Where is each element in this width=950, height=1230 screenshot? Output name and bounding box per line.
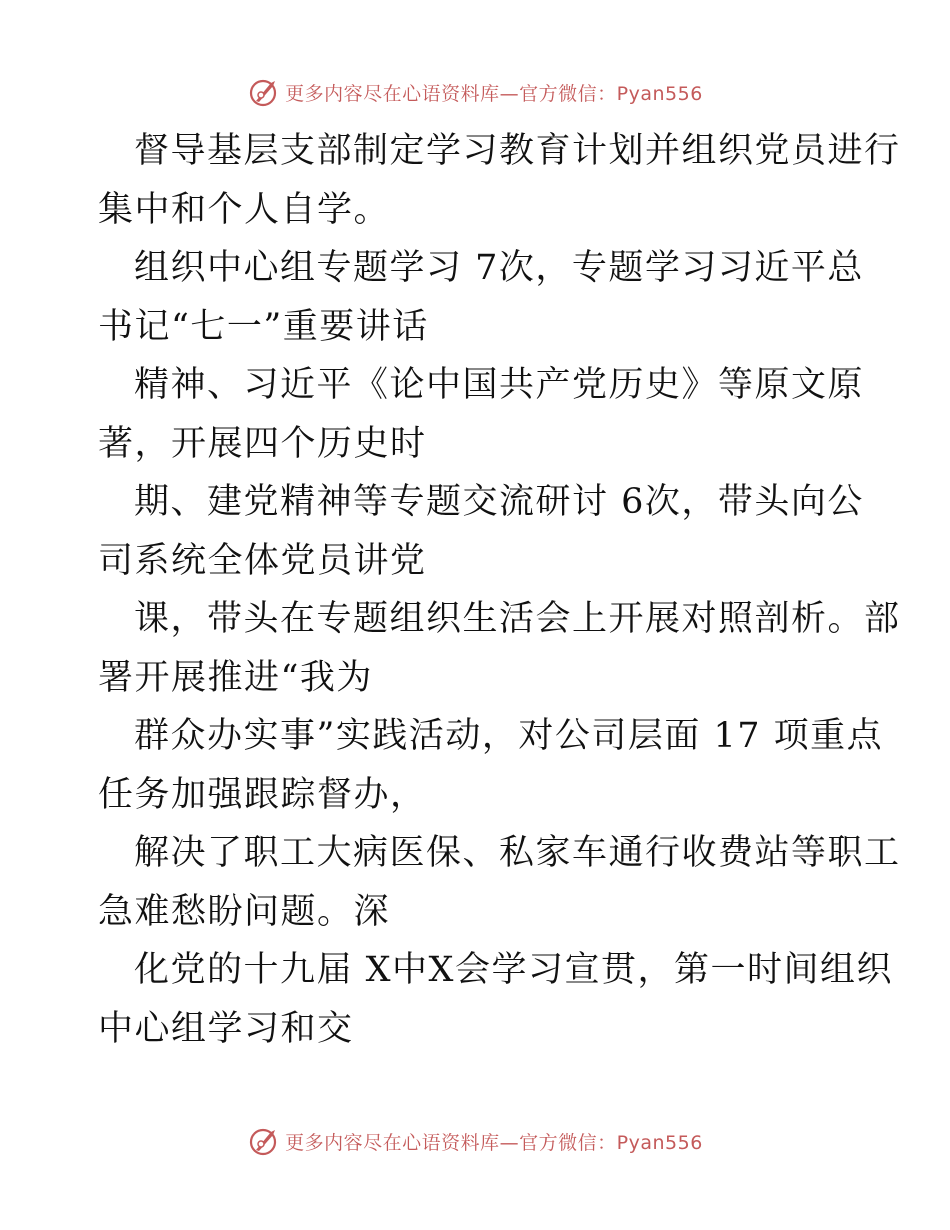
text-line: 急难愁盼问题。深 <box>98 891 391 932</box>
header-watermark <box>0 72 950 112</box>
text-line: 精神、习近平《论中国共产党历史》等原文原 <box>134 365 865 405</box>
text-line: 中心组学习和交 <box>98 1008 354 1049</box>
text-line: 集中和个人自学。 <box>98 189 391 230</box>
text-line: 督导基层支部制定学习教育计划并组织党员进行 <box>134 131 901 171</box>
text-line: 司系统全体党员讲党 <box>98 540 427 581</box>
text-line: 课，带头在专题组织生活会上开展对照剖析。部 <box>134 599 901 639</box>
text-line: 任务加强跟踪督办， <box>98 774 427 815</box>
quill-seal-icon <box>247 1124 281 1158</box>
text-line: 群众办实事”实践活动，对公司层面 17 项重点 <box>134 716 884 756</box>
footer-watermark <box>0 1121 950 1161</box>
text-line: 化党的十九届 X中X会学习宣贯，第一时间组织 <box>134 950 893 990</box>
watermark-text: 更多内容尽在心语资料库—官方微信：Pyan556 <box>285 1131 703 1154</box>
text-line: 署开展推进“我为 <box>98 657 373 698</box>
quill-seal-icon <box>247 75 281 109</box>
document-body <box>98 122 901 1058</box>
text-line: 书记“七一”重要讲话 <box>98 306 429 347</box>
text-line: 组织中心组专题学习 7次，专题学习习近平总 <box>134 248 864 288</box>
text-line: 期、建党精神等专题交流研讨 6次，带头向公 <box>134 482 864 522</box>
text-line: 解决了职工大病医保、私家车通行收费站等职工 <box>134 833 901 873</box>
watermark-text: 更多内容尽在心语资料库—官方微信：Pyan556 <box>285 82 703 105</box>
text-line: 著，开展四个历史时 <box>98 423 427 464</box>
